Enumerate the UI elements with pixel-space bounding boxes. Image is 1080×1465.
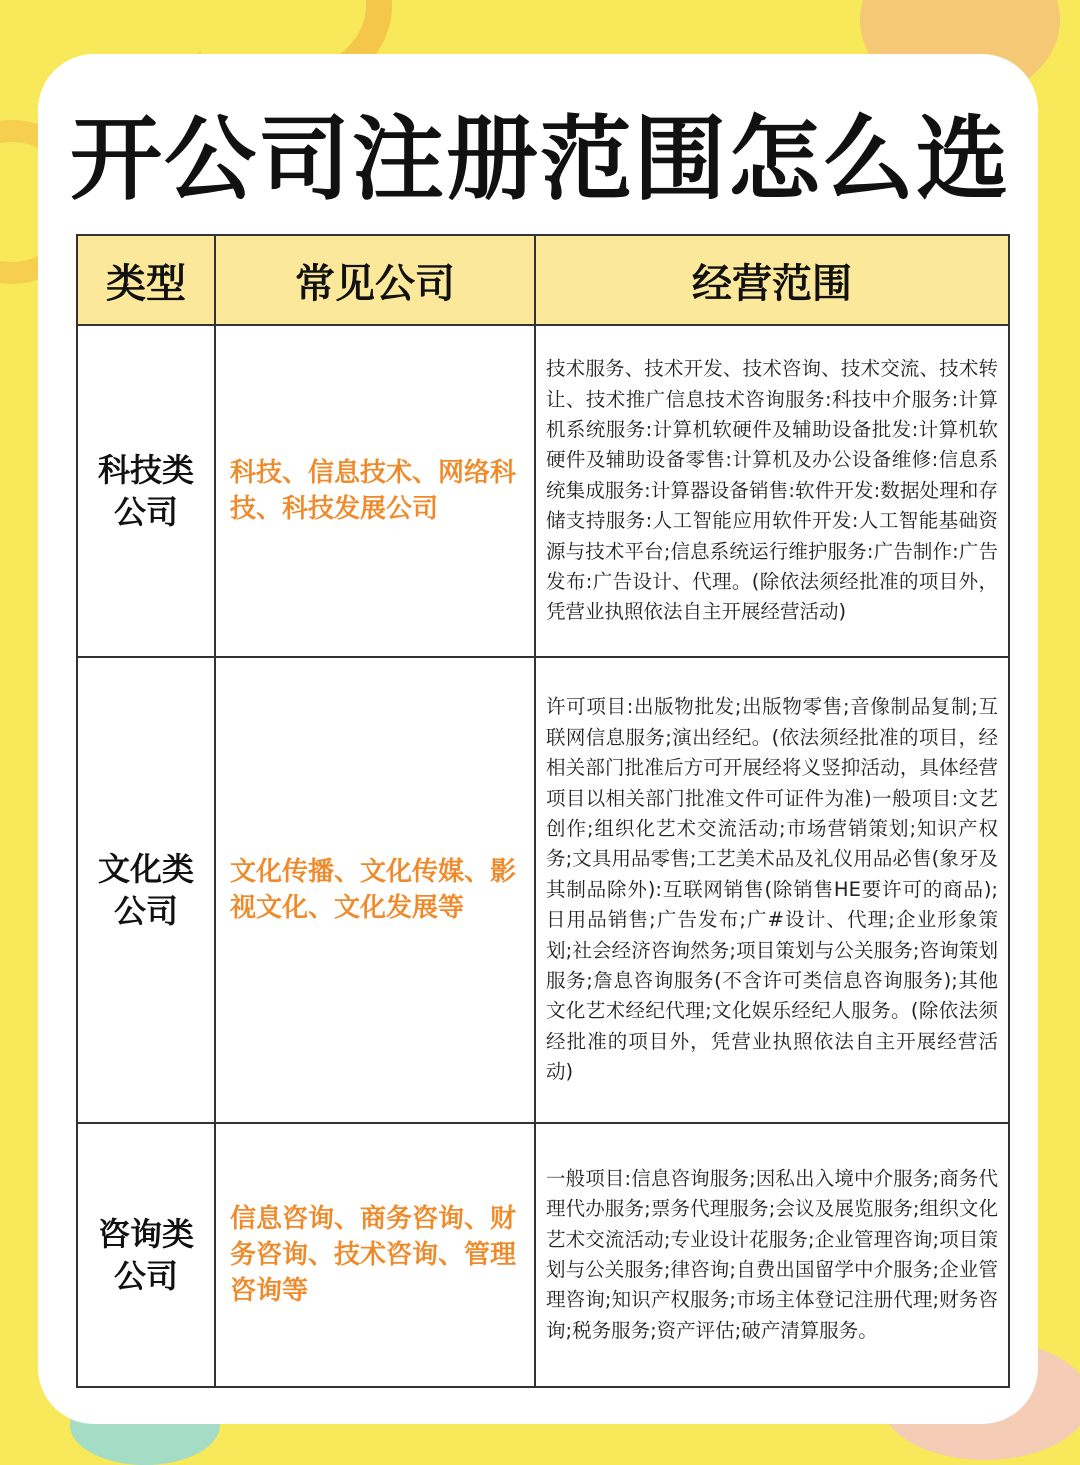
companies-cell: 文化传播、文化传媒、影视文化、文化发展等 (215, 657, 535, 1123)
companies-cell: 科技、信息技术、网络科技、科技发展公司 (215, 325, 535, 657)
table-row (77, 325, 1009, 657)
type-label: 科技类 公司 (97, 451, 194, 531)
page-title: 开公司注册范围怎么选 (69, 106, 1010, 213)
type-cell (77, 657, 215, 1123)
table-header-row (77, 235, 1009, 325)
scope-cell: 许可项目:出版物批发;出版物零售;音像制品复制;互联网信息服务;演出经纪。(依法须经批准的项目，经相关部门批准后方可开展经将义竖抑活动，具体经营项目以相关部门批准文件可证件为准)一般项目:文艺创作;组织化艺术交流活动;市场营销策划;知识产权务;文具用品零售;工艺美术品及礼仪用品必售(象牙及其制品除外):互联网销售(除销售HE要许可的商品);日用品销售;广告发布;广#设计、代理;企业形象策划;社会经济咨询然务;项目策划与公关服务;咨询策划服务;詹息咨询服务(不含许可类信息咨询服务);其他文化艺术经纪代理;文化娱乐经纪人服务。(除依法须经批准的项目外，凭营业执照依法自主开展经营活动) (535, 657, 1009, 1123)
table-row (77, 657, 1009, 1123)
header-companies: 常见公司 (215, 235, 535, 325)
scope-cell: 一般项目:信息咨询服务;因私出入境中介服务;商务代理代办服务;票务代理服务;会议及展览服务;组织文化艺术交流活动;专业设计花服务;企业管理咨询;项目策划与公关服务;律咨询;自费出国留学中介服务;企业管理咨询;知识产权服务;市场主体登记注册代理;财务咨询;税务服务;资产评估;破产清算服务。 (535, 1123, 1009, 1387)
business-scope-table (76, 234, 1010, 1388)
type-label: 文化类 公司 (97, 850, 194, 930)
type-cell (77, 1123, 215, 1387)
header-type: 类型 (77, 235, 215, 325)
companies-cell: 信息咨询、商务咨询、财务咨询、技术咨询、管理咨询等 (215, 1123, 535, 1387)
type-label: 咨询类 公司 (97, 1215, 194, 1295)
scope-cell: 技术服务、技术开发、技术咨询、技术交流、技术转让、技术推广信息技术咨询服务:科技中介服务:计算机系统服务:计算机软硬件及辅助设备批发:计算机软硬件及辅助设备零售:计算机及办公设备维修:信息系统集成服务:计算器设备销售:软件开发:数据处理和存储支持服务:人工智能应用软件开发:人工智能基础资源与技术平台;信息系统运行维护服务:广告制作:广告发布:广告设计、代理。(除依法须经批准的项目外，凭营业执照依法自主开展经营活动) (535, 325, 1009, 657)
table-row (77, 1123, 1009, 1387)
header-scope: 经营范围 (535, 235, 1009, 325)
type-cell (77, 325, 215, 657)
